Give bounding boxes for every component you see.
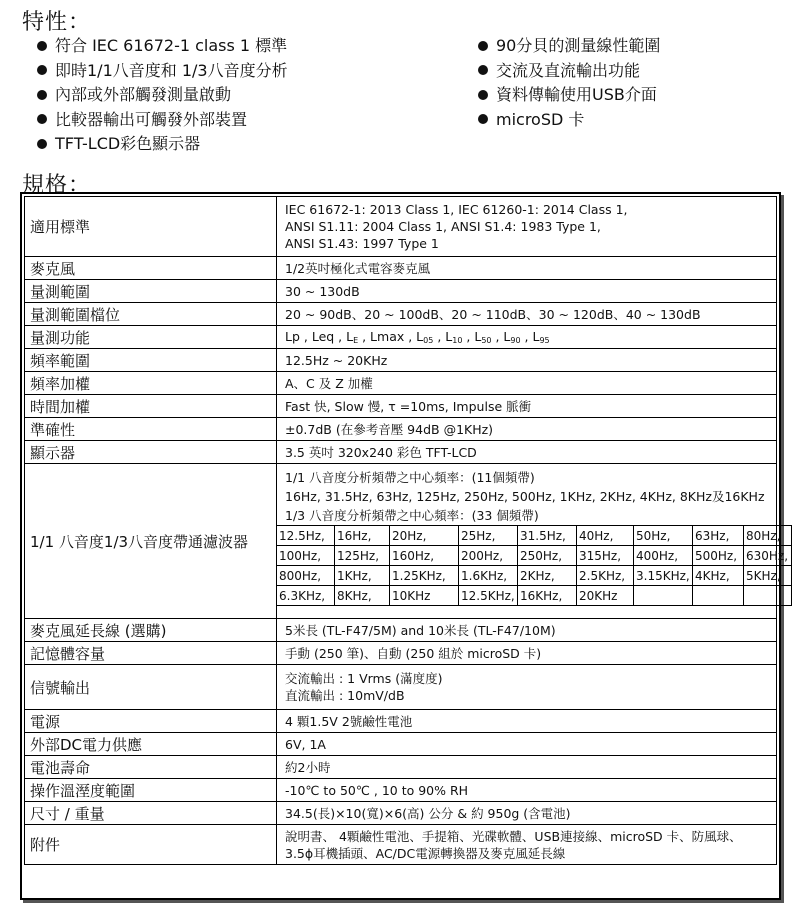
row-value: 交流輸出 : 1 Vrms (滿度度) 直流輸出 : 10mV/dB: [277, 665, 777, 710]
band-cell: 1.6KHz,: [459, 566, 518, 586]
row-value: -10℃ to 50℃ , 10 to 90% RH: [277, 779, 777, 802]
row-label: 操作溫溼度範圍: [25, 779, 277, 802]
band-cell: 250Hz,: [518, 546, 577, 566]
band-cell: 3.15KHz,: [634, 566, 693, 586]
band-cell: 800Hz,: [277, 566, 335, 586]
row-label: 量測範圍檔位: [25, 303, 277, 326]
band-cell: 20Hz,: [390, 526, 459, 546]
row-label: 記憶體容量: [25, 642, 277, 665]
band-cell: 16KHz,: [518, 586, 577, 606]
feature-item: 內部或外部觸發測量啟動: [37, 83, 288, 108]
band-cell: [634, 586, 693, 606]
table-row: [25, 441, 777, 464]
bullet-icon: [478, 114, 488, 124]
band-cell: 4KHz,: [693, 566, 744, 586]
band-cell: 50Hz,: [634, 526, 693, 546]
row-label: 頻率範圍: [25, 349, 277, 372]
table-row: [25, 464, 777, 619]
feature-item: 符合 IEC 61672-1 class 1 標準: [37, 34, 288, 59]
row-value: 約2小時: [277, 756, 777, 779]
band-cell: 12.5KHz,: [459, 586, 518, 606]
row-value: A、C 及 Z 加權: [277, 372, 777, 395]
band-cell: 160Hz,: [390, 546, 459, 566]
band-row: [277, 546, 792, 566]
row-label: 時間加權: [25, 395, 277, 418]
feature-item: microSD 卡: [478, 108, 660, 133]
row-value: 1/1 八音度分析頻帶之中心頻率：(11個頻帶) 16Hz, 31.5Hz, 63Hz, 125Hz, 250Hz, 500Hz, 1KHz, 2KHz, 4KHz, 8KHz及16KHz 1/3 八音度分析頻帶之中心頻率：(33 個頻帶) 12.5Hz, 16Hz, 20Hz, 25Hz, 31.5Hz, 40Hz, 50Hz, 63Hz, 80Hz, 100Hz, 125Hz, 160Hz, 200Hz, 250Hz, 315Hz, 400Hz, 500Hz, 630Hz, 800Hz, 1KHz, 1.25KHz, 1.6KHz, 2KHz, 2.5KHz, 3.15KHz, 4KHz, 5KHz, 6.3KHz, 8KHz, 10KHz 12.5KHz, 16KHz, 20KHz: [277, 464, 777, 619]
band-cell: 10KHz: [390, 586, 459, 606]
row-value: ±0.7dB (在參考音壓 94dB @1KHz): [277, 418, 777, 441]
row-value: 30 ~ 130dB: [277, 280, 777, 303]
band-cell: 80Hz,: [744, 526, 792, 546]
row-label: 顯示器: [25, 441, 277, 464]
feature-item: 90分貝的測量線性範圍: [478, 34, 660, 59]
band-cell: 200Hz,: [459, 546, 518, 566]
band-cell: [744, 586, 792, 606]
row-label: 量測範圍: [25, 280, 277, 303]
table-row: [25, 372, 777, 395]
row-value: IEC 61672-1: 2013 Class 1, IEC 61260-1: 2014 Class 1, ANSI S1.11: 2004 Class 1, ANSI S1.4: 1983 Type 1, ANSI S1.43: 1997 Type 1: [277, 197, 777, 257]
third-octave-band-grid: [276, 525, 792, 606]
band-cell: 6.3KHz,: [277, 586, 335, 606]
row-label: 麥克風延長線 (選購): [25, 619, 277, 642]
table-row: [25, 802, 777, 825]
row-value: 6V, 1A: [277, 733, 777, 756]
table-row: [25, 280, 777, 303]
specs-heading: 規格：: [22, 173, 92, 198]
band-cell: 8KHz,: [335, 586, 390, 606]
band-cell: 630Hz,: [744, 546, 792, 566]
feature-item: 即時1/1八音度和 1/3八音度分析: [37, 59, 288, 84]
bullet-icon: [478, 90, 488, 100]
bullet-icon: [37, 139, 47, 149]
bullet-icon: [478, 41, 488, 51]
row-label: 麥克風: [25, 257, 277, 280]
band-row: [277, 566, 792, 586]
table-row: [25, 665, 777, 710]
features-left-list: [37, 34, 288, 157]
band-cell: 16Hz,: [335, 526, 390, 546]
table-row: [25, 756, 777, 779]
bullet-icon: [37, 41, 47, 51]
row-label: 適用標準: [25, 197, 277, 257]
band-cell: 500Hz,: [693, 546, 744, 566]
row-label: 尺寸 / 重量: [25, 802, 277, 825]
spec-table: [24, 196, 789, 865]
bullet-icon: [37, 65, 47, 75]
band-row: [277, 586, 792, 606]
table-row: [25, 779, 777, 802]
table-row: [25, 257, 777, 280]
band-cell: 100Hz,: [277, 546, 335, 566]
feature-item: 資料傳輸使用USB介面: [478, 83, 660, 108]
table-row: [25, 349, 777, 372]
table-row: [25, 619, 777, 642]
band-cell: [693, 586, 744, 606]
row-value: 34.5(長)×10(寬)×6(高) 公分 & 約 950g (含電池): [277, 802, 777, 825]
band-cell: 1.25KHz,: [390, 566, 459, 586]
row-label: 量測功能: [25, 326, 277, 349]
row-label: 附件: [25, 825, 277, 865]
row-value: 手動 (250 筆)、自動 (250 組於 microSD 卡): [277, 642, 777, 665]
row-value: 說明書、 4顆鹼性電池、手提箱、光碟軟體、USB連接線、microSD 卡、防風球、 3.5ϕ耳機插頭、AC/DC電源轉換器及麥克風延長線: [277, 825, 777, 865]
band-cell: 63Hz,: [693, 526, 744, 546]
features-right-list: [478, 34, 660, 132]
bullet-icon: [478, 65, 488, 75]
table-row: [25, 418, 777, 441]
row-label: 電池壽命: [25, 756, 277, 779]
row-label: 電源: [25, 710, 277, 733]
table-row: [25, 395, 777, 418]
band-cell: 31.5Hz,: [518, 526, 577, 546]
row-value: 20 ~ 90dB、20 ~ 100dB、20 ~ 110dB、30 ~ 120dB、40 ~ 130dB: [277, 303, 777, 326]
table-row: [25, 825, 777, 865]
row-value: 1/2英吋極化式電容麥克風: [277, 257, 777, 280]
band-cell: 1KHz,: [335, 566, 390, 586]
table-row: [25, 326, 777, 349]
band-cell: 315Hz,: [577, 546, 634, 566]
band-cell: 5KHz,: [744, 566, 792, 586]
row-value: 5米長 (TL-F47/5M) and 10米長 (TL-F47/10M): [277, 619, 777, 642]
table-row: [25, 710, 777, 733]
row-label: 外部DC電力供應: [25, 733, 277, 756]
row-label: 1/1 八音度1/3八音度帶通濾波器: [25, 464, 277, 619]
band-row: [277, 526, 792, 546]
row-value: Lp , Leq , $L_E$ , Lmax , $L_{05}$ , $L_{10}$ , $L_{50}$ , $L_{90}$ , $L_{95}$: [277, 326, 777, 349]
table-row: [25, 733, 777, 756]
table-row: [25, 197, 777, 257]
band-cell: 20KHz: [577, 586, 634, 606]
row-label: 準確性: [25, 418, 277, 441]
row-value: Fast 快, Slow 慢, τ =10ms, Impulse 脈衝: [277, 395, 777, 418]
feature-item: 比較器輸出可觸發外部裝置: [37, 108, 288, 133]
bullet-icon: [37, 90, 47, 100]
band-cell: 2.5KHz,: [577, 566, 634, 586]
row-label: 信號輸出: [25, 665, 277, 710]
feature-item: TFT-LCD彩色顯示器: [37, 132, 288, 157]
band-cell: 2KHz,: [518, 566, 577, 586]
row-value: 3.5 英吋 320x240 彩色 TFT-LCD: [277, 441, 777, 464]
band-cell: 400Hz,: [634, 546, 693, 566]
band-cell: 25Hz,: [459, 526, 518, 546]
row-value: 12.5Hz ~ 20KHz: [277, 349, 777, 372]
bullet-icon: [37, 114, 47, 124]
table-row: [25, 303, 777, 326]
feature-item: 交流及直流輸出功能: [478, 59, 660, 84]
table-row: [25, 642, 777, 665]
row-value: 4 顆1.5V 2號鹼性電池: [277, 710, 777, 733]
row-label: 頻率加權: [25, 372, 277, 395]
band-cell: 125Hz,: [335, 546, 390, 566]
band-cell: 12.5Hz,: [277, 526, 335, 546]
features-heading: 特性：: [22, 10, 92, 35]
band-cell: 40Hz,: [577, 526, 634, 546]
